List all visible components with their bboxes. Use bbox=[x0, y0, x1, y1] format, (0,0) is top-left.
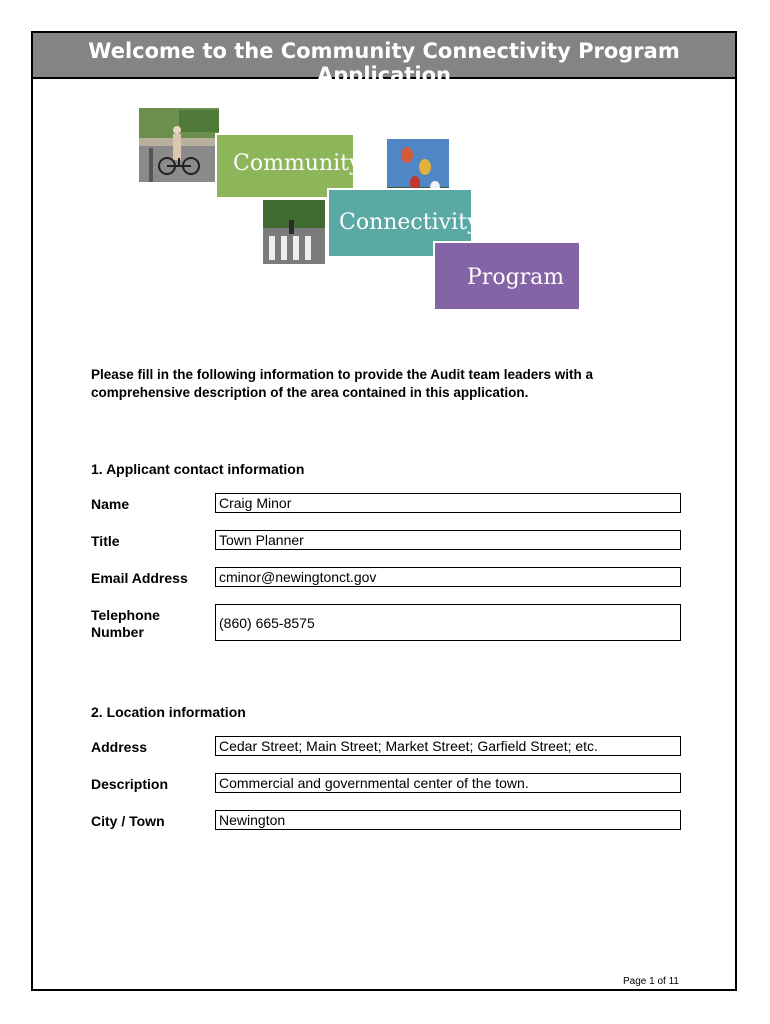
intro-text: Please fill in the following information to provide the Audit team leaders with a comprehensive description of the area contained in this application. bbox=[91, 367, 594, 400]
name-field[interactable] bbox=[215, 493, 681, 513]
program-tile bbox=[433, 241, 581, 311]
logo-word-program: Program bbox=[467, 265, 565, 290]
title-field[interactable] bbox=[215, 530, 681, 550]
description-field[interactable] bbox=[215, 773, 681, 793]
title-label: Title bbox=[91, 533, 120, 549]
page-frame bbox=[31, 31, 737, 991]
program-logo bbox=[137, 106, 582, 311]
city-label: City / Town bbox=[91, 813, 165, 829]
address-value: Cedar Street; Main Street; Market Street; Garfield Street; etc. bbox=[219, 738, 598, 754]
telephone-field[interactable] bbox=[215, 604, 681, 641]
name-value: Craig Minor bbox=[219, 495, 292, 511]
address-field[interactable] bbox=[215, 736, 681, 756]
logo-word-community: Community bbox=[233, 151, 362, 176]
logo-word-connectivity: Connectivity bbox=[339, 210, 480, 235]
telephone-value: (860) 665-8575 bbox=[219, 614, 315, 631]
email-field[interactable] bbox=[215, 567, 681, 587]
crosswalk-photo bbox=[261, 198, 327, 266]
page-title: Welcome to the Community Connectivity Program Application bbox=[88, 39, 680, 87]
email-label: Email Address bbox=[91, 570, 188, 586]
section-2-title: Location information bbox=[106, 704, 246, 720]
bicycle-photo bbox=[137, 106, 221, 184]
description-value: Commercial and governmental center of the town. bbox=[219, 775, 529, 791]
title-bar bbox=[33, 33, 735, 87]
page-number: Page 1 of 11 bbox=[623, 976, 679, 987]
section-1-number: 1. bbox=[91, 461, 103, 477]
title-value: Town Planner bbox=[219, 532, 304, 548]
section-2-number: 2. bbox=[91, 704, 103, 720]
section-2-heading bbox=[91, 704, 246, 720]
address-label: Address bbox=[91, 739, 148, 755]
telephone-label: Telephone Number bbox=[91, 607, 160, 640]
description-label: Description bbox=[91, 776, 169, 792]
city-value: Newington bbox=[219, 812, 286, 828]
section-1-title: Applicant contact information bbox=[106, 461, 305, 477]
city-field[interactable] bbox=[215, 810, 681, 830]
name-label: Name bbox=[91, 496, 130, 512]
section-1-heading bbox=[91, 461, 304, 477]
email-value: cminor@newingtonct.gov bbox=[219, 569, 377, 585]
